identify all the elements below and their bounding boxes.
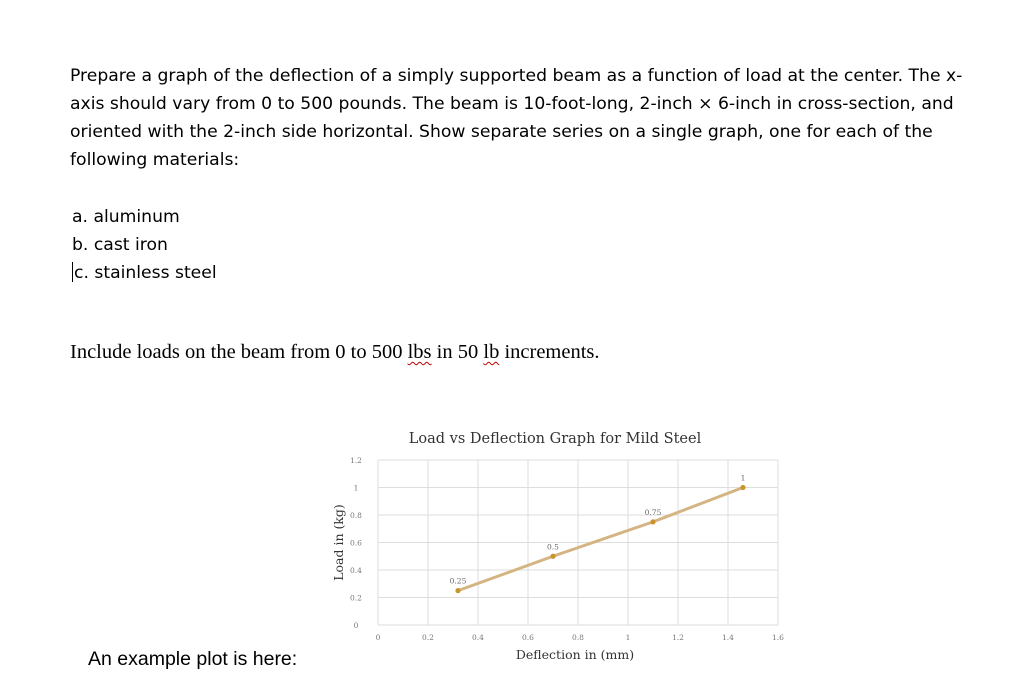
y-tick-label: 1 [353, 483, 359, 493]
x-axis-label: Deflection in (mm) [515, 647, 635, 662]
data-point [455, 588, 460, 593]
material-item-stainless-steel[interactable] [72, 259, 217, 287]
y-axis-label: Load in (kg) [331, 504, 346, 581]
y-tick-label: 0.2 [350, 593, 362, 603]
material-item-cast-iron: b. cast iron [72, 235, 168, 255]
y-tick-label: 0.8 [350, 511, 362, 520]
load-deflection-chart [310, 420, 790, 675]
data-label: 0.25 [449, 576, 467, 586]
x-tick-label: 0 [375, 633, 381, 642]
y-tick-label: 0 [353, 621, 359, 630]
chart-ticks [350, 456, 784, 642]
material-item-stainless-steel-text: c. stainless steel [74, 263, 217, 283]
material-item-aluminum: a. aluminum [72, 207, 180, 227]
data-label: 0.5 [547, 542, 559, 552]
data-point [550, 554, 555, 559]
x-tick-label: 1 [625, 633, 631, 642]
y-tick-label: 0.6 [350, 538, 362, 548]
chart-title: Load vs Deflection Graph for Mild Steel [408, 431, 702, 447]
spellcheck-lb[interactable]: lb [483, 341, 500, 363]
example-caption: An example plot is here: [88, 648, 298, 670]
materials-list [72, 203, 217, 287]
chart-grid [378, 460, 778, 625]
include-text-3: increments. [499, 341, 600, 363]
y-tick-label: 0.4 [350, 566, 362, 575]
y-tick-label: 1.2 [350, 456, 362, 465]
x-tick-label: 1.6 [772, 633, 784, 642]
data-label: 1 [740, 473, 746, 483]
x-tick-label: 1.2 [672, 633, 684, 642]
include-loads-sentence [70, 341, 600, 364]
data-label: 0.75 [644, 507, 662, 517]
x-tick-label: 0.8 [572, 633, 584, 642]
include-text-1: Include loads on the beam from 0 to 500 [70, 341, 408, 363]
spellcheck-lbs[interactable]: lbs [407, 341, 432, 363]
data-point [740, 485, 745, 490]
x-tick-label: 1.4 [722, 633, 734, 642]
text-cursor [72, 262, 73, 282]
series-line [458, 488, 743, 591]
data-point [650, 519, 655, 524]
problem-statement: Prepare a graph of the deflection of a simply supported beam as a function of load at the center. The x-axis should vary from 0 to 500 pounds. The beam is 10-foot-long, 2-inch × 6-inch in cross-section, and oriented with the 2-inch side horizontal. Show separate series on a single graph, one for each of the following materials: [70, 66, 963, 170]
chart-series [450, 474, 746, 594]
include-text-2: in 50 [431, 341, 484, 363]
x-tick-label: 0.6 [522, 633, 534, 642]
x-tick-label: 0.4 [472, 633, 484, 642]
x-tick-label: 0.2 [422, 633, 434, 642]
